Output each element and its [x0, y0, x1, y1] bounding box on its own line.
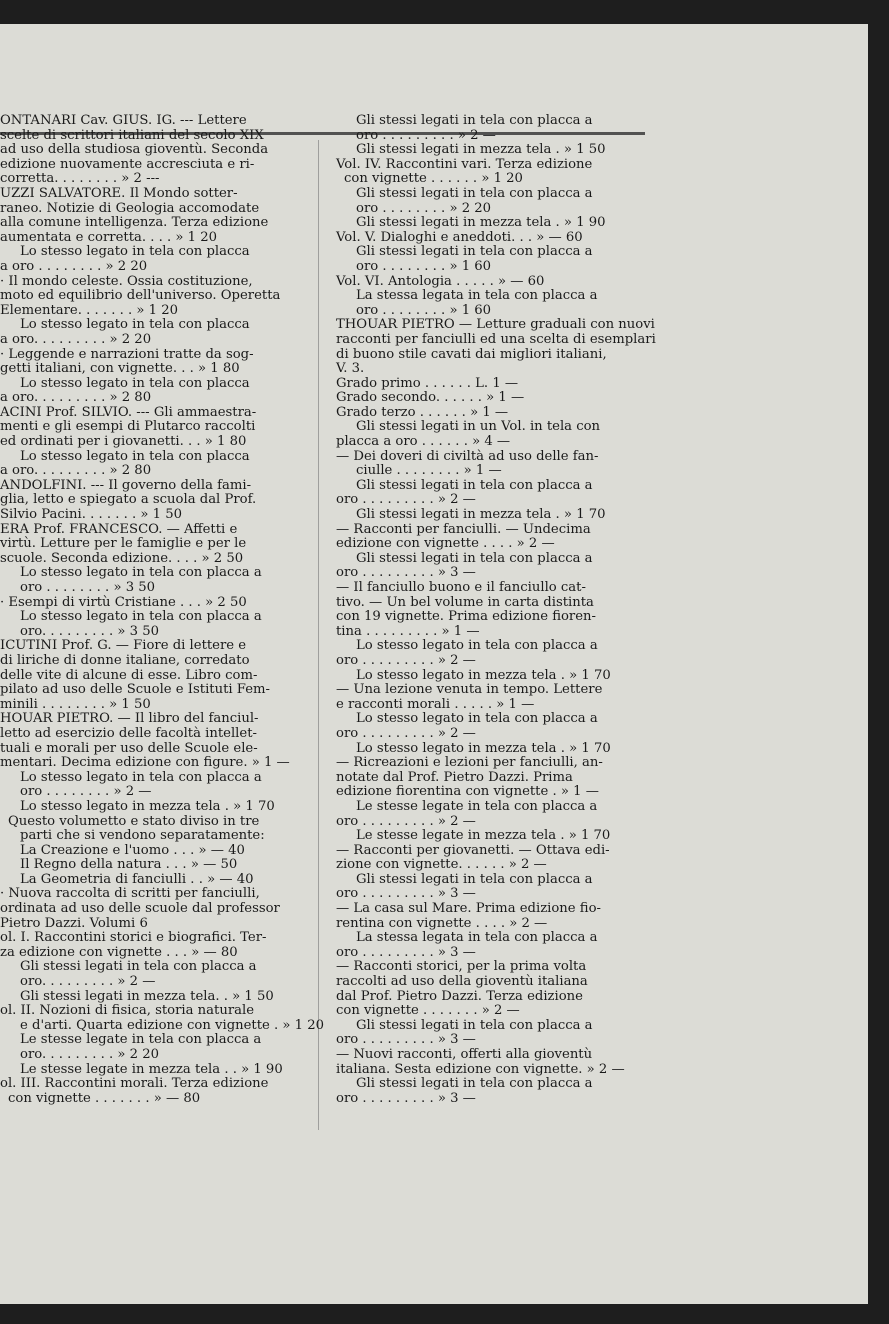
catalog-line: oro . . . . . . . . . » 2 —	[336, 725, 476, 741]
catalog-line: Le stesse legate in mezza tela . » 1 70	[356, 828, 611, 844]
catalog-line: parti che si vendono separatamente:	[20, 828, 265, 844]
right-column	[336, 114, 666, 1106]
catalog-line: scelte di scrittori italiani del secolo XIX	[0, 127, 264, 143]
catalog-line: Gli stessi legati in tela con placca a	[356, 871, 593, 887]
catalog-line: oro. . . . . . . . . » 2 —	[20, 974, 156, 990]
catalog-line: — La casa sul Mare. Prima edizione fio-	[336, 901, 601, 917]
catalog-line: Lo stesso legato in mezza tela . » 1 70	[356, 740, 611, 756]
catalog-line: Lo stesso legato in tela con placca	[20, 244, 250, 260]
catalog-line: oro . . . . . . . . » 1 60	[356, 258, 492, 274]
catalog-line: oro . . . . . . . . » 2 —	[20, 784, 152, 800]
catalog-line: ed ordinati per i giovanetti. . . » 1 80	[0, 434, 247, 450]
catalog-line: Vol. VI. Antologia . . . . . » — 60	[336, 273, 545, 289]
catalog-line: Lo stesso legato in tela con placca a	[20, 565, 262, 581]
catalog-line: notate dal Prof. Pietro Dazzi. Prima	[336, 769, 573, 785]
catalog-line: rentina con vignette . . . . » 2 —	[336, 915, 548, 931]
catalog-line: Questo volumetto e stato diviso in tre	[8, 813, 260, 829]
catalog-line: za edizione con vignette . . . » — 80	[0, 944, 238, 960]
catalog-line: oro . . . . . . . . . » 2 —	[356, 127, 496, 143]
catalog-line: con vignette . . . . . . . » — 80	[8, 1090, 201, 1106]
catalog-line: Gli stessi legati in tela con placca a	[20, 959, 257, 975]
catalog-line: ACINI Prof. SILVIO. --- Gli ammaestra-	[0, 404, 257, 420]
catalog-line: raneo. Notizie di Geologia accomodate	[0, 200, 260, 216]
catalog-line: Lo stesso legato in tela con placca a	[20, 609, 262, 625]
catalog-line: Lo stesso legato in mezza tela . » 1 70	[20, 798, 275, 814]
catalog-line: oro . . . . . . . . » 2 20	[356, 200, 492, 216]
catalog-line: La Geometria di fanciulli . . » — 40	[20, 871, 254, 887]
catalog-line: UZZI SALVATORE. Il Mondo sotter-	[0, 185, 238, 201]
catalog-line: a oro. . . . . . . . . » 2 80	[0, 463, 152, 479]
catalog-line: racconti per fanciulli ed una scelta di esemplari	[336, 331, 656, 347]
catalog-line: ordinata ad uso delle scuole dal professor	[0, 901, 280, 917]
catalog-line: Lo stesso legato in tela con placca	[20, 375, 250, 391]
catalog-line: · Nuova raccolta di scritti per fanciulli,	[0, 886, 260, 902]
catalog-line: — Racconti storici, per la prima volta	[336, 959, 587, 975]
catalog-line: oro. . . . . . . . . » 3 50	[20, 623, 160, 639]
catalog-line: · Il mondo celeste. Ossia costituzione,	[0, 273, 253, 289]
catalog-line: scuole. Seconda edizione. . . . » 2 50	[0, 550, 244, 566]
catalog-line: Gli stessi legati in tela con placca a	[356, 113, 593, 128]
catalog-line: Le stesse legate in mezza tela . . » 1 90	[20, 1061, 283, 1077]
catalog-line: Gli stessi legati in tela con placca a	[356, 185, 593, 201]
catalog-line: La stessa legata in tela con placca a	[356, 288, 598, 304]
catalog-line: tina . . . . . . . . . » 1 —	[336, 623, 480, 639]
catalog-line: Vol. IV. Raccontini vari. Terza edizione	[336, 156, 593, 172]
catalog-line: virtù. Letture per le famiglie e per le	[0, 536, 247, 552]
catalog-line: getti italiani, con vignette. . . » 1 80	[0, 361, 240, 377]
catalog-line: Lo stesso legato in tela con placca a	[356, 711, 598, 727]
catalog-line: Elementare. . . . . . . » 1 20	[0, 302, 179, 318]
catalog-line: tuali e morali per uso delle Scuole ele-	[0, 740, 258, 756]
catalog-line: Vol. V. Dialoghi e aneddoti. . . » — 60	[336, 229, 583, 245]
catalog-line: a oro . . . . . . . . » 2 20	[0, 258, 148, 274]
catalog-line: edizione nuovamente accresciuta e ri-	[0, 156, 255, 172]
catalog-line: Lo stesso legato in mezza tela . » 1 70	[356, 667, 611, 683]
catalog-line: corretta. . . . . . . . » 2 ---	[0, 171, 160, 187]
catalog-line: con 19 vignette. Prima edizione fioren-	[336, 609, 596, 625]
catalog-line: ONTANARI Cav. GIUS. IG. --- Lettere	[0, 113, 247, 128]
catalog-line: La stessa legata in tela con placca a	[356, 930, 598, 946]
catalog-line: ERA Prof. FRANCESCO. — Affetti e	[0, 521, 238, 537]
catalog-line: ol. II. Nozioni di fisica, storia naturale	[0, 1003, 255, 1019]
catalog-line: HOUAR PIETRO. — Il libro del fanciul-	[0, 711, 259, 727]
catalog-line: minili . . . . . . . . » 1 50	[0, 696, 151, 712]
catalog-line: oro . . . . . . . . . » 2 —	[336, 492, 476, 508]
catalog-line: Le stesse legate in tela con placca a	[20, 1032, 262, 1048]
catalog-line: — Dei doveri di civiltà ad uso delle fan-	[336, 448, 599, 464]
catalog-line: ICUTINI Prof. G. — Fiore di lettere e	[0, 638, 247, 654]
catalog-line: Grado secondo. . . . . . » 1 —	[336, 390, 525, 406]
catalog-line: edizione fiorentina con vignette . » 1 —	[336, 784, 599, 800]
catalog-line: moto ed equilibrio dell'universo. Operetta	[0, 288, 281, 304]
scanned-page	[0, 24, 868, 1304]
catalog-line: Gli stessi legati in mezza tela. . » 1 50	[20, 988, 274, 1004]
catalog-line: Gli stessi legati in tela con placca a	[356, 1076, 593, 1092]
catalog-line: dal Prof. Pietro Dazzi. Terza edizione	[336, 988, 583, 1004]
catalog-line: La Creazione e l'uomo . . . » — 40	[20, 842, 245, 858]
catalog-line: Grado terzo . . . . . . » 1 —	[336, 404, 509, 420]
catalog-line: di buono stile cavati dai migliori italiani,	[336, 346, 607, 362]
catalog-line: Lo stesso legato in tela con placca a	[20, 769, 262, 785]
catalog-line: ciulle . . . . . . . . » 1 —	[356, 463, 502, 479]
catalog-line: oro . . . . . . . . . » 2 —	[336, 652, 476, 668]
catalog-line: THOUAR PIETRO — Letture graduali con nuovi	[336, 317, 655, 333]
catalog-line: e d'arti. Quarta edizione con vignette . » 1 20	[20, 1017, 325, 1033]
catalog-line: ANDOLFINI. --- Il governo della fami-	[0, 477, 252, 493]
catalog-line: placca a oro . . . . . . » 4 —	[336, 434, 511, 450]
catalog-line: oro . . . . . . . . . » 2 —	[336, 813, 476, 829]
catalog-line: oro . . . . . . . . . » 3 —	[336, 1032, 476, 1048]
catalog-line: — Il fanciullo buono e il fanciullo cat-	[336, 580, 586, 595]
catalog-line: delle vite di alcune di esse. Libro com-	[0, 667, 258, 683]
catalog-line: mentari. Decima edizione con figure. » 1 —	[0, 755, 290, 771]
catalog-line: ad uso della studiosa gioventù. Seconda	[0, 142, 269, 158]
catalog-line: a oro. . . . . . . . . » 2 20	[0, 331, 152, 347]
catalog-line: ol. I. Raccontini storici e biografici. Ter-	[0, 930, 267, 946]
catalog-line: e racconti morali . . . . . » 1 —	[336, 696, 535, 712]
catalog-line: — Nuovi racconti, offerti alla gioventù	[336, 1047, 593, 1062]
catalog-line: Lo stesso legato in tela con placca a	[356, 638, 598, 654]
catalog-line: — Racconti per fanciulli. — Undecima	[336, 521, 591, 537]
catalog-line: ol. III. Raccontini morali. Terza edizione	[0, 1076, 269, 1092]
catalog-line: · Esempi di virtù Cristiane . . . » 2 50	[0, 594, 247, 610]
catalog-line: glia, letto e spiegato a scuola dal Prof.	[0, 492, 257, 508]
catalog-line: oro . . . . . . . . . » 3 —	[336, 1090, 476, 1106]
catalog-line: a oro. . . . . . . . . » 2 80	[0, 390, 152, 406]
catalog-line: menti e gli esempi di Plutarco raccolti	[0, 419, 256, 435]
catalog-line: Lo stesso legato in tela con placca	[20, 448, 250, 464]
catalog-line: Gli stessi legati in mezza tela . » 1 50	[356, 142, 606, 158]
catalog-line: Grado primo . . . . . . L. 1 —	[336, 375, 519, 391]
catalog-line: alla comune intelligenza. Terza edizione	[0, 215, 269, 231]
catalog-line: Gli stessi legati in un Vol. in tela con	[356, 419, 601, 435]
catalog-line: oro . . . . . . . . . » 3 —	[336, 565, 476, 581]
catalog-line: oro . . . . . . . . » 1 60	[356, 302, 492, 318]
catalog-line: con vignette . . . . . . . » 2 —	[336, 1003, 520, 1019]
catalog-line: pilato ad uso delle Scuole e Istituti Fem-	[0, 682, 270, 698]
catalog-line: Pietro Dazzi. Volumi 6	[0, 915, 148, 931]
catalog-line: zione con vignette. . . . . . » 2 —	[336, 857, 547, 873]
catalog-line: oro . . . . . . . . . » 3 —	[336, 886, 476, 902]
catalog-line: raccolti ad uso della gioventù italiana	[336, 974, 588, 990]
catalog-line: di liriche di donne italiane, corredato	[0, 652, 250, 668]
catalog-line: — Una lezione venuta in tempo. Lettere	[336, 682, 603, 698]
catalog-line: Lo stesso legato in tela con placca	[20, 317, 250, 333]
catalog-line: Gli stessi legati in tela con placca a	[356, 1017, 593, 1033]
left-column	[0, 113, 325, 1106]
catalog-line: con vignette . . . . . . » 1 20	[344, 171, 523, 187]
catalog-line: italiana. Sesta edizione con vignette. » 2 —	[336, 1061, 625, 1077]
catalog-line: tivo. — Un bel volume in carta distinta	[336, 594, 594, 610]
catalog-line: oro. . . . . . . . . » 2 20	[20, 1047, 160, 1062]
catalog-line: Le stesse legate in tela con placca a	[356, 798, 598, 814]
column-divider	[318, 140, 319, 1130]
catalog-line: Gli stessi legati in tela con placca a	[356, 477, 593, 493]
catalog-line: Gli stessi legati in tela con placca a	[356, 244, 593, 260]
catalog-line: Gli stessi legati in mezza tela . » 1 90	[356, 215, 606, 231]
catalog-line: · Leggende e narrazioni tratte da sog-	[0, 346, 254, 362]
catalog-line: Il Regno della natura . . . » — 50	[20, 857, 238, 873]
catalog-line: oro . . . . . . . . . » 3 —	[336, 944, 476, 960]
catalog-line: V. 3.	[336, 361, 365, 377]
catalog-line: oro . . . . . . . . » 3 50	[20, 580, 156, 595]
catalog-line: — Racconti per giovanetti. — Ottava edi-	[336, 842, 610, 858]
catalog-line: Gli stessi legati in tela con placca a	[356, 550, 593, 566]
catalog-line: edizione con vignette . . . . » 2 —	[336, 536, 555, 552]
catalog-line: — Ricreazioni e lezioni per fanciulli, an-	[336, 755, 603, 771]
catalog-line: Silvio Pacini. . . . . . . » 1 50	[0, 507, 183, 523]
catalog-line: letto ad esercizio delle facoltà intellet-	[0, 725, 257, 741]
catalog-line: Gli stessi legati in mezza tela . » 1 70	[356, 507, 606, 523]
catalog-line: aumentata e corretta. . . . » 1 20	[0, 229, 218, 245]
